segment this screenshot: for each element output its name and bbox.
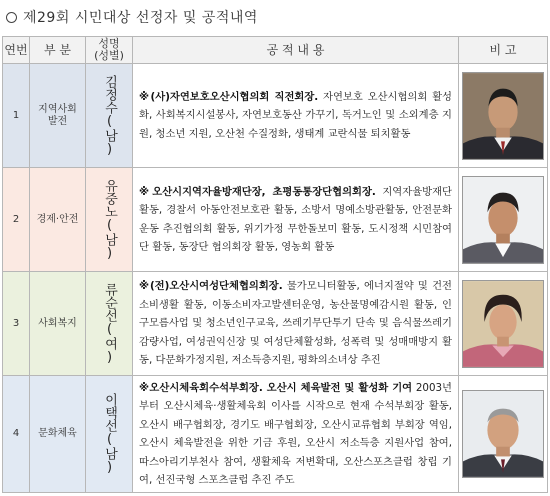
row-field <box>30 64 86 168</box>
row-photo-cell <box>459 376 548 493</box>
row-photo-cell <box>459 168 548 272</box>
header-field: 부 분 <box>30 37 86 64</box>
row-field <box>30 168 86 272</box>
header-gender-label: (성별) <box>94 49 124 62</box>
row-name <box>86 168 133 272</box>
row-content-body: 2003년부터 오산시체육·생활체육회 이사를 시작으로 현재 수석부회장 활동, 오산시 배구협회장, 경기도 배구협회장, 오산시교류협회 부회장 역임, 오산시 체육발전을 위한 기금 후원, 오산시 저소득층 지원사업 참여, 따스아리기부천사 참여, 생활체육 저변확대, 오산스포츠클럽 창립 기여, 선진국형 스포츠클럽 추진 주도 <box>139 382 452 487</box>
awards-table <box>2 36 548 493</box>
header-name-label: 성명 <box>98 37 120 50</box>
page-title-wrap <box>6 7 258 27</box>
row-number: 3 <box>3 272 30 376</box>
row-content-lead: ※(전)오산시여성단체협의회장. <box>139 280 283 293</box>
row-field-line1: 문화체육 <box>38 428 77 440</box>
row-content-body: 물가모니터활동, 에너지절약 및 건전소비생활 활동, 이동소비자고발센터운영, 농산물명예감시원 활동, 인구모름사업 및 청소년인구교육, 쓰레기무단투기 단속 및 음식물쓰레기 감량사업, 여성권익신장 및 여성단체활성화, 성폭력 및 성매매방지 활동, 다문화가정지원, 저소득층지원, 평화의소녀상 추진 <box>139 280 452 367</box>
row-field-line1: 지역사회 <box>38 103 77 115</box>
header-note: 비 고 <box>459 37 548 64</box>
header-content: 공 적 내 용 <box>133 37 459 64</box>
row-number: 1 <box>3 64 30 168</box>
row-name <box>86 376 133 493</box>
row-content-lead: ※오산시지역자율방재단장, 초평동통장단협의회장. <box>139 185 376 198</box>
table-row <box>3 64 548 168</box>
row-gender: (여) <box>102 321 117 365</box>
row-name <box>86 272 133 376</box>
portrait-photo-icon <box>462 72 544 160</box>
row-content <box>133 64 459 168</box>
portrait-photo-icon <box>462 390 544 478</box>
portrait-photo-icon <box>462 176 544 264</box>
row-name-text: 류순선 <box>102 282 117 322</box>
table-row <box>3 272 548 376</box>
header-no: 연번 <box>3 37 30 64</box>
row-content-lead: ※(사)자연보호오산시협의회 직전회장. <box>139 90 319 103</box>
row-content-body: 자연보호 오산시협의회 활성화, 사회복지시설봉사, 자연보호동산 가꾸기, 독거노인 및 소외계층 지원, 청소년 지원, 오산천 수질정화, 생태계 교란식물 퇴치활동 <box>139 90 452 140</box>
row-photo-cell <box>459 64 548 168</box>
row-number: 4 <box>3 376 30 493</box>
row-field-line1: 사회복지 <box>38 317 77 329</box>
table-header-row <box>3 37 548 64</box>
row-gender: (남) <box>102 217 117 261</box>
row-content <box>133 272 459 376</box>
row-field-line2: 발전 <box>47 115 68 127</box>
header-name <box>86 37 133 64</box>
row-content-body: 지역자율방재단 활동, 경찰서 아동안전보호관 활동, 소방서 명예소방관활동, 안전문화운동 추진협의회 활동, 위기가정 무한돌보미 활동, 도시정책 시민참여단 활동, 동장단 협의회장 활동, 영농회 활동 <box>139 185 452 253</box>
row-field <box>30 272 86 376</box>
row-name <box>86 64 133 168</box>
page-title: 제29회 시민대상 선정자 및 공적내역 <box>23 10 258 26</box>
circle-bullet-icon <box>6 12 17 23</box>
row-gender: (남) <box>102 113 117 157</box>
row-name-text: 김정수 <box>102 74 117 114</box>
row-field <box>30 376 86 493</box>
row-name-text: 유중노 <box>102 178 117 218</box>
portrait-photo-icon <box>462 280 544 368</box>
row-photo-cell <box>459 272 548 376</box>
table-row <box>3 168 548 272</box>
row-content-lead: ※오산시체육회수석부회장. 오산시 체육발전 및 활성화 기여 <box>139 382 413 394</box>
row-content <box>133 168 459 272</box>
row-content <box>133 376 459 493</box>
row-gender: (남) <box>102 432 117 476</box>
row-name-text: 이택선 <box>102 393 117 433</box>
row-number: 2 <box>3 168 30 272</box>
row-field-line1: 경제·안전 <box>36 213 79 225</box>
table-row <box>3 376 548 493</box>
